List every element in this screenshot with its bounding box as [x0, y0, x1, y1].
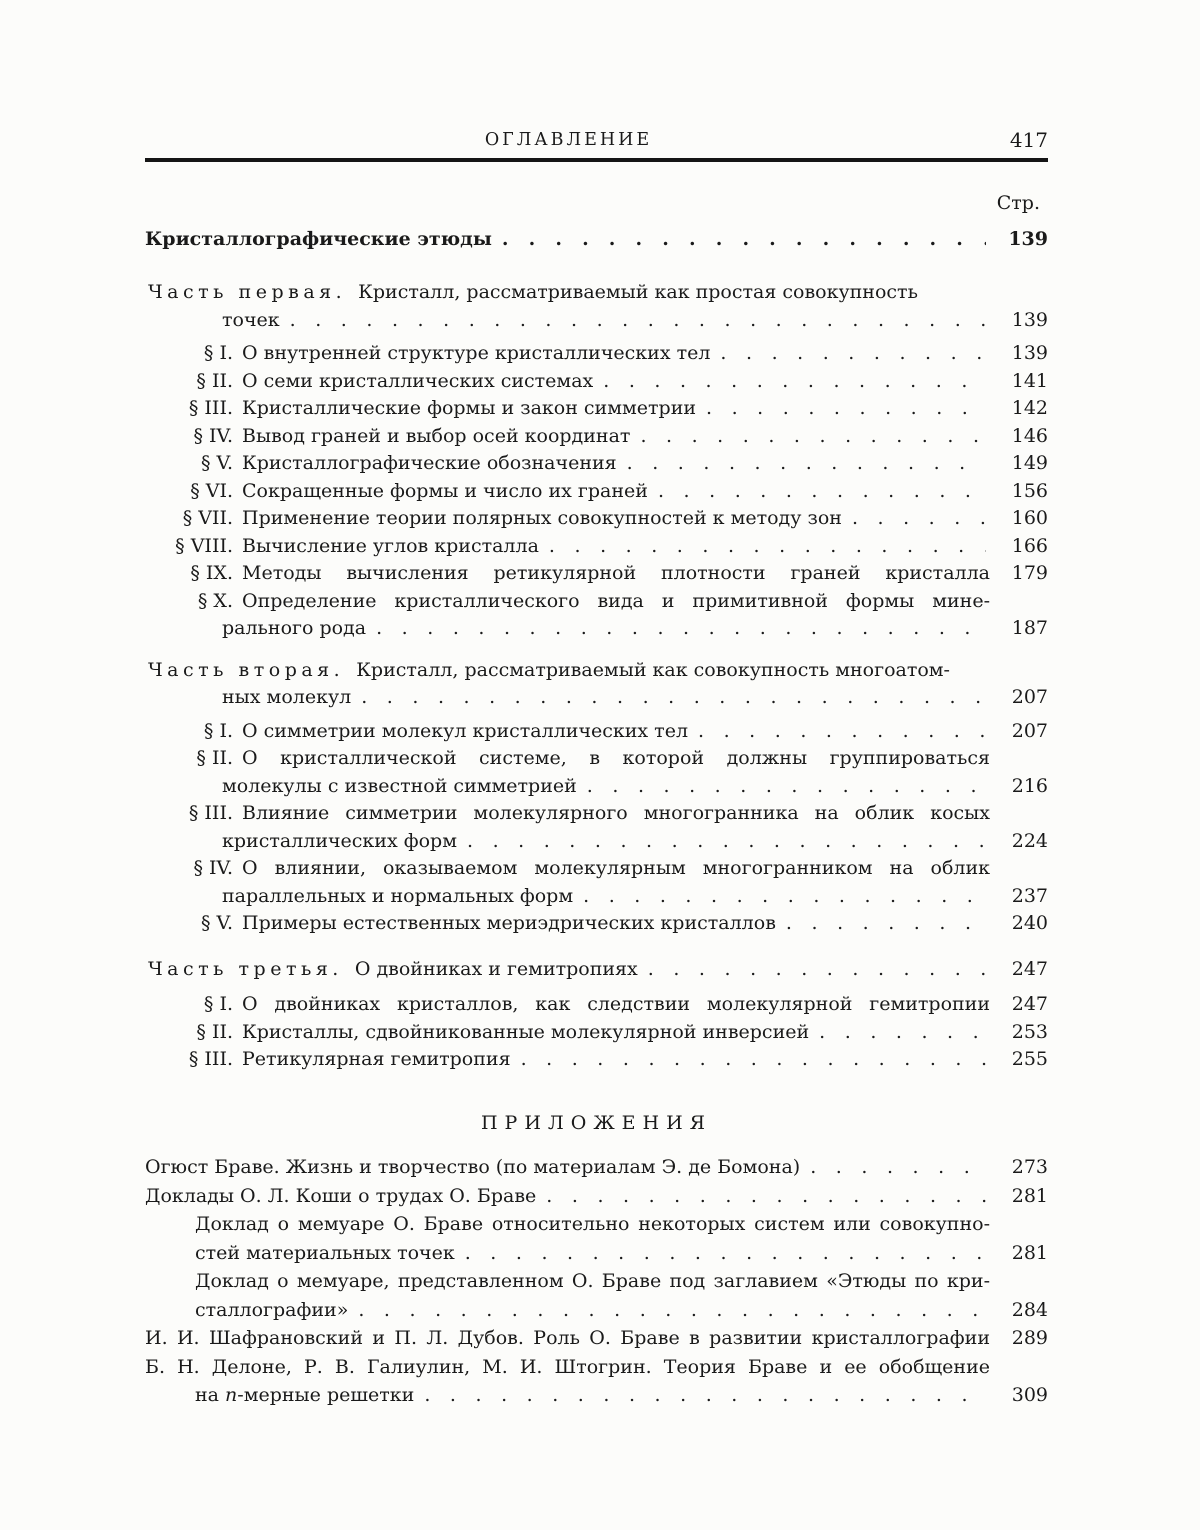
toc-appendix-list	[145, 1153, 1048, 1410]
entry-text: Кристалл, рассматриваемый как совокупность многоатом-	[356, 658, 950, 681]
entry-text: параллельных и нормальных форм	[222, 884, 574, 907]
entry-text: И. И. Шафрановский и П. Л. Дубов. Роль О. Браве в развитии кристаллографии	[145, 1327, 990, 1349]
dot-leader	[810, 1153, 986, 1182]
entry-page-number: 253	[1011, 1020, 1048, 1043]
entry-page-number: 156	[1011, 479, 1048, 502]
toc-main-list	[145, 226, 1048, 1074]
entry-page-number: 166	[1011, 534, 1048, 557]
dot-leader	[358, 1296, 986, 1325]
entry-page-number: 179	[1011, 562, 1048, 584]
section-number: § V.	[201, 452, 233, 474]
toc-entry	[145, 800, 1048, 828]
appendix-entry	[145, 1353, 1048, 1382]
header-rule	[145, 158, 1048, 162]
toc-entry	[222, 883, 1048, 911]
entry-text: Определение кристаллического вида и примитивной формы мине-	[242, 589, 990, 612]
entry-page-number: 139	[1011, 342, 1048, 364]
dot-leader	[819, 1019, 986, 1047]
dot-leader	[648, 956, 986, 984]
entry-page-number: 216	[1011, 774, 1048, 797]
entry-text: Кристалл, рассматриваемый как простая совокупность	[358, 281, 918, 303]
entry-text: О кристаллической системе, в которой должны группироваться	[242, 747, 990, 769]
entry-text: Вычисление углов кристалла	[242, 534, 539, 557]
dot-leader	[658, 478, 986, 506]
entry-text: О семи кристаллических системах	[242, 369, 594, 392]
entry-text: сталлографии»	[195, 1298, 349, 1321]
section-number: § III.	[188, 802, 233, 824]
entry-text	[195, 1381, 414, 1410]
dot-leader	[603, 368, 986, 396]
section-number: § IV.	[193, 424, 233, 447]
toc-entry	[145, 1019, 1048, 1047]
entry-text: О двойниках и гемитропиях	[354, 957, 638, 980]
toc-entry	[145, 910, 1048, 938]
dot-leader	[502, 226, 986, 254]
entry-page-number: 289	[1011, 1327, 1048, 1349]
entry-text: Огюст Браве. Жизнь и творчество (по материалам Э. де Бомона)	[145, 1156, 801, 1178]
toc-entry	[222, 684, 1048, 712]
entry-text: Методы вычисления ретикулярной плотности граней кристалла	[242, 562, 990, 584]
entry-page-number: 237	[1011, 884, 1048, 907]
section-number: § IX.	[190, 562, 233, 584]
section-number: § VIII.	[175, 534, 233, 557]
dot-leader	[583, 883, 986, 911]
entry-page-number: 309	[1011, 1384, 1048, 1406]
appendix-entry	[145, 1153, 1048, 1182]
column-header-str: Стр.	[996, 192, 1040, 214]
dot-leader	[424, 1381, 986, 1410]
entry-text: Применение теории полярных совокупностей к методу зон	[242, 507, 842, 529]
entry-page-number: 141	[1011, 369, 1048, 392]
appendix-entry	[195, 1210, 1048, 1239]
entry-text: Влияние симметрии молекулярного многогранника на облик косых	[242, 802, 990, 824]
toc-entry	[145, 718, 1048, 746]
appendix-entry	[195, 1381, 1048, 1410]
section-number: § II.	[196, 747, 233, 769]
dot-leader	[361, 684, 986, 712]
entry-page-number: 224	[1011, 829, 1048, 852]
entry-text: стей материальных точек	[195, 1241, 455, 1264]
dot-leader	[546, 1182, 986, 1211]
entry-text: О внутренней структуре кристаллических тел	[242, 342, 711, 364]
entry-text: Сокращенные формы и число их граней	[242, 479, 648, 502]
appendix-entry	[195, 1267, 1048, 1296]
dot-leader	[290, 307, 986, 335]
toc-entry	[145, 991, 1048, 1019]
entry-text: Доклад о мемуаре, представленном О. Браве под заглавием «Этюды по кри-	[195, 1270, 990, 1292]
dot-leader	[376, 615, 986, 643]
toc-entry	[145, 226, 1048, 254]
part-label: Часть вторая.	[148, 658, 345, 681]
appendix-entry	[145, 1324, 1048, 1353]
toc-entry	[145, 478, 1048, 506]
toc-entry	[222, 307, 1048, 335]
entry-text: Ретикулярная гемитропия	[242, 1048, 511, 1070]
entry-page-number: 247	[1011, 993, 1048, 1015]
dot-leader	[720, 340, 986, 368]
entry-text-pre: на	[195, 1384, 226, 1406]
entry-text: молекулы с известной симметрией	[222, 774, 577, 797]
appendix-entry	[195, 1239, 1048, 1268]
entry-page-number: 139	[1008, 227, 1048, 250]
dot-leader	[521, 1046, 986, 1074]
entry-text: О симметрии молекул кристаллических тел	[242, 719, 689, 742]
dot-leader	[467, 828, 986, 856]
toc-entry	[222, 773, 1048, 801]
section-number: § I.	[203, 719, 233, 742]
dot-leader	[706, 395, 986, 423]
appendices-heading: ПРИЛОЖЕНИЯ	[480, 1111, 713, 1134]
entry-page-number: 142	[1011, 397, 1048, 419]
entry-text: кристаллических форм	[222, 829, 457, 852]
entry-page-number: 284	[1011, 1298, 1048, 1321]
toc-entry	[145, 588, 1048, 616]
toc-entry	[222, 828, 1048, 856]
entry-text: точек	[222, 308, 280, 331]
section-number: § II.	[196, 1020, 233, 1043]
entry-page-number: 247	[1011, 957, 1048, 980]
part-label: Часть третья.	[148, 957, 343, 980]
section-number: § V.	[201, 912, 233, 934]
entry-text-italic: n	[225, 1384, 238, 1406]
part-label: Часть первая.	[148, 281, 347, 303]
entry-text: Кристаллографические обозначения	[242, 452, 617, 474]
entry-page-number: 207	[1011, 686, 1048, 708]
toc-entry	[145, 533, 1048, 561]
toc-entry	[145, 956, 1048, 984]
entry-text: рального рода	[222, 617, 367, 639]
dot-leader	[786, 910, 986, 938]
entry-page-number: 281	[1011, 1184, 1048, 1207]
entry-text: Примеры естественных мериэдрических кристаллов	[242, 912, 776, 934]
entry-page-number: 281	[1011, 1241, 1048, 1264]
toc-entry	[145, 368, 1048, 396]
entry-page-number: 149	[1011, 452, 1048, 474]
section-number: § III.	[188, 397, 233, 419]
dot-leader	[587, 773, 986, 801]
page-header	[145, 128, 1048, 152]
section-number: § I.	[203, 342, 233, 364]
entry-page-number: 160	[1011, 507, 1048, 529]
section-number: § VI.	[190, 479, 233, 502]
page-number: 417	[1009, 128, 1048, 152]
entry-page-number: 255	[1011, 1048, 1048, 1070]
entry-text: ных молекул	[222, 686, 352, 708]
entry-text: О двойниках кристаллов, как следствии молекулярной гемитропии	[242, 993, 990, 1015]
toc-entry	[145, 450, 1048, 478]
appendix-entry	[195, 1296, 1048, 1325]
entry-text: Доклад о мемуаре О. Браве относительно некоторых систем или совокупно-	[195, 1213, 990, 1235]
dot-leader	[627, 450, 986, 478]
running-head-title: ОГЛАВЛЕНИЕ	[484, 130, 653, 150]
entry-text: О влиянии, оказываемом молекулярным многогранником на облик	[242, 857, 990, 879]
toc-entry	[145, 279, 1048, 307]
dot-leader	[465, 1239, 986, 1268]
toc-entry	[145, 745, 1048, 773]
section-number: § I.	[203, 993, 233, 1015]
section-number: § X.	[197, 589, 233, 612]
entry-text: Вывод граней и выбор осей координат	[242, 424, 631, 447]
entry-text: Кристаллические формы и закон симметрии	[242, 397, 697, 419]
entry-page-number: 273	[1011, 1156, 1048, 1178]
toc-entry	[145, 395, 1048, 423]
section-number: § IV.	[193, 857, 233, 879]
toc-entry	[145, 1046, 1048, 1074]
dot-leader	[852, 505, 986, 533]
entry-text: Доклады О. Л. Коши о трудах О. Браве	[145, 1184, 537, 1207]
entry-page-number: 187	[1011, 617, 1048, 639]
dot-leader	[698, 718, 986, 746]
entry-page-number: 146	[1011, 424, 1048, 447]
appendix-entry	[145, 1182, 1048, 1211]
entry-text: Кристаллы, сдвойникованные молекулярной инверсией	[242, 1020, 810, 1043]
toc-entry	[222, 615, 1048, 643]
dot-leader	[640, 423, 986, 451]
toc-entry	[145, 560, 1048, 588]
entry-page-number: 207	[1011, 719, 1048, 742]
entry-text: Б. Н. Делоне, Р. В. Галиулин, М. И. Штогрин. Теория Браве и ее обобщение	[145, 1355, 990, 1378]
entry-page-number: 240	[1011, 912, 1048, 934]
section-number: § VII.	[182, 507, 233, 529]
section-number: § III.	[188, 1048, 233, 1070]
toc-entry	[145, 423, 1048, 451]
toc-entry	[145, 657, 1048, 685]
entry-text: Кристаллографические этюды	[145, 227, 492, 250]
dot-leader	[549, 533, 986, 561]
toc-entry	[145, 340, 1048, 368]
entry-text-post: -мерные решетки	[237, 1384, 415, 1406]
entry-page-number: 139	[1011, 308, 1048, 331]
section-number: § II.	[196, 369, 233, 392]
toc-entry	[145, 855, 1048, 883]
toc-entry	[145, 505, 1048, 533]
